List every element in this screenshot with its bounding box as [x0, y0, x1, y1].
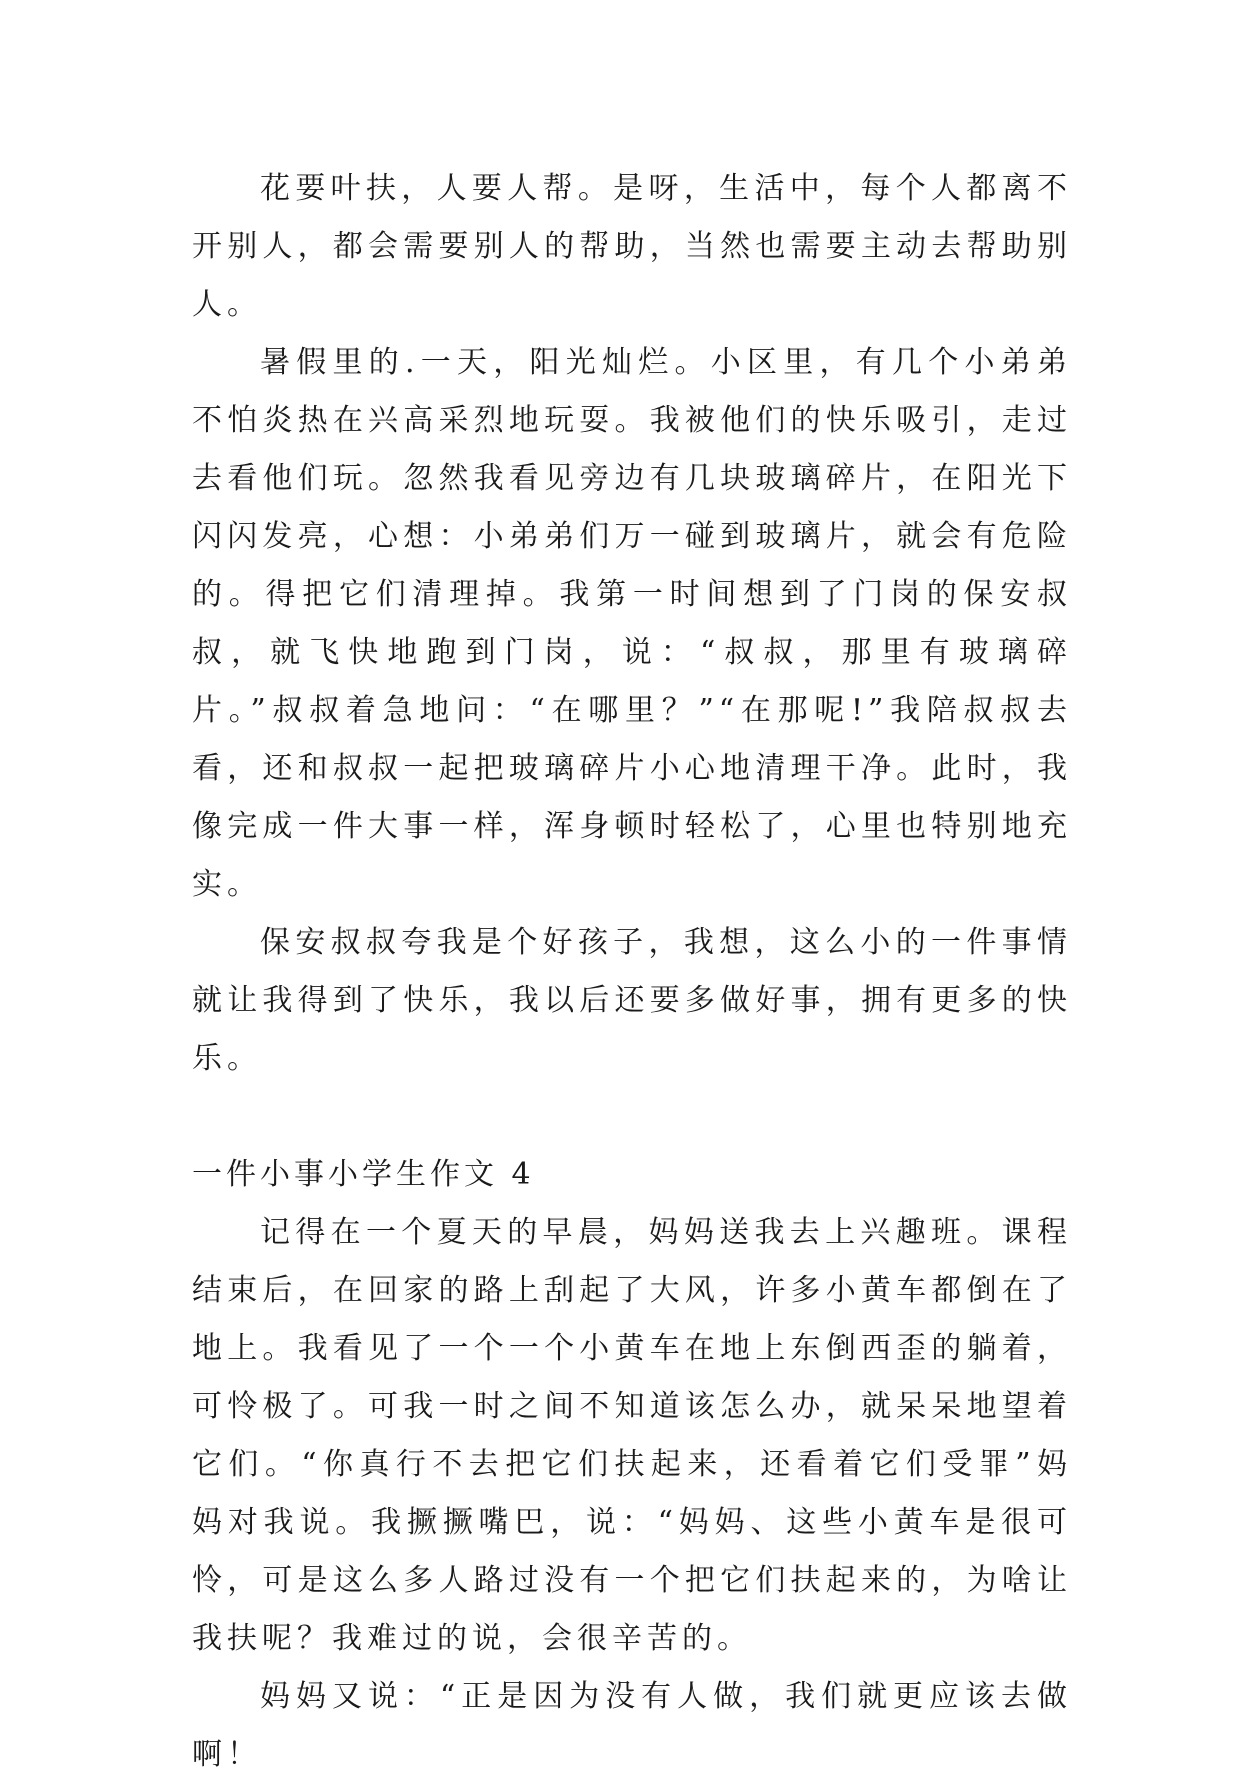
article-body — [192, 160, 1072, 1784]
paragraph: 暑假里的.一天，阳光灿烂。小区里，有几个小弟弟不怕炎热在兴高采烈地玩耍。我被他们的快乐吸引，走过去看他们玩。忽然我看见旁边有几块玻璃碎片，在阳光下闪闪发亮，心想：小弟弟们万一碰到玻璃片，就会有危险的。得把它们清理掉。我第一时间想到了门岗的保安叔叔，就飞快地跑到门岗，说：“叔叔，那里有玻璃碎片。”叔叔着急地问：“在哪里？”“在那呢!”我陪叔叔去看，还和叔叔一起把玻璃碎片小心地清理干净。此时，我像完成一件大事一样，浑身顿时轻松了，心里也特别地充实。 — [192, 345, 1072, 902]
paragraph: 妈妈又说：“正是因为没有人做，我们就更应该去做啊！ — [192, 1679, 1072, 1772]
paragraph: 花要叶扶，人要人帮。是呀，生活中，每个人都离不开别人，都会需要别人的帮助，当然也需要主动去帮助别人。 — [192, 171, 1072, 322]
section-title: 一件小事小学生作文 4 — [192, 1157, 535, 1192]
paragraph: 记得在一个夏天的早晨，妈妈送我去上兴趣班。课程结束后，在回家的路上刮起了大风，许多小黄车都倒在了地上。我看见了一个一个小黄车在地上东倒西歪的躺着，可怜极了。可我一时之间不知道该怎么办，就呆呆地望着它们。“你真行不去把它们扶起来，还看着它们受罪”妈妈对我说。我撅撅嘴巴，说：“妈妈、这些小黄车是很可怜，可是这么多人路过没有一个把它们扶起来的，为啥让我扶呢？我难过的说，会很辛苦的。 — [192, 1215, 1072, 1656]
paragraph: 保安叔叔夸我是个好孩子，我想，这么小的一件事情就让我得到了快乐，我以后还要多做好事，拥有更多的快乐。 — [192, 925, 1072, 1076]
